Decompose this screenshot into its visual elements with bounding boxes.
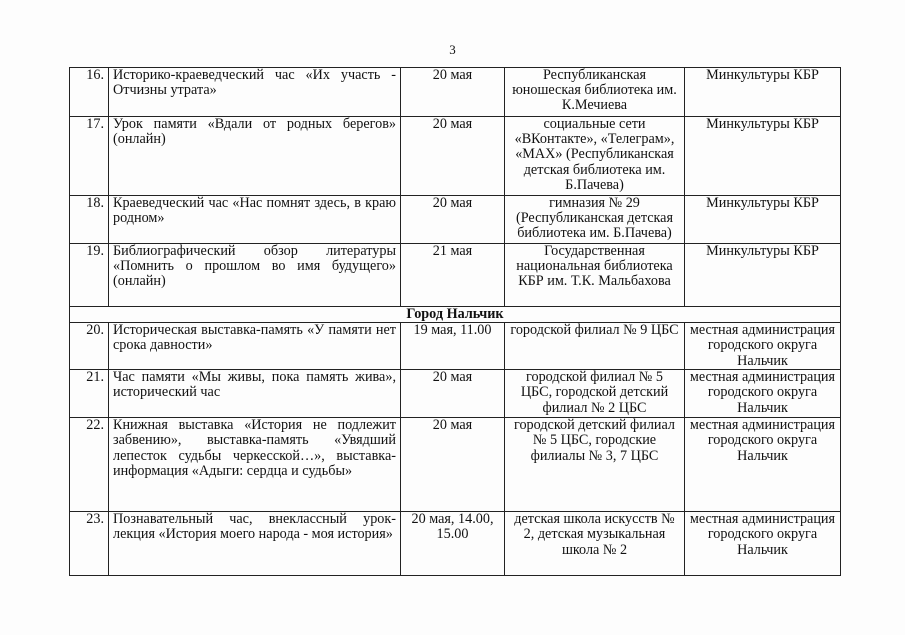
event-place: гимназия № 29 (Республиканская детская библиотека им. Б.Пачева): [505, 196, 685, 244]
event-name: Урок памяти «Вдали от родных берегов» (онлайн): [109, 117, 401, 196]
event-organizer: Минкультуры КБР: [685, 244, 841, 307]
row-number: 19.: [70, 244, 109, 307]
event-name: Историческая выставка-память «У памяти нет срока давности»: [109, 323, 401, 370]
event-organizer: Минкультуры КБР: [685, 196, 841, 244]
row-number: 22.: [70, 418, 109, 512]
event-place: Государственная национальная библиотека КБР им. Т.К. Мальбахова: [505, 244, 685, 307]
table-row: [70, 370, 841, 418]
event-date: 20 мая: [401, 68, 505, 117]
event-name: Книжная выставка «История не подлежит забвению», выставка-память «Увядший лепесток судьбы черкесской…», выставка-информация «Адыги: сердца и судьбы»: [109, 418, 401, 512]
section-title: Город Нальчик: [70, 307, 841, 323]
table-row: [70, 68, 841, 117]
table-row: [70, 117, 841, 196]
event-name: Краеведческий час «Нас помнят здесь, в краю родном»: [109, 196, 401, 244]
event-organizer: местная администрация городского округа Нальчик: [685, 512, 841, 576]
row-number: 18.: [70, 196, 109, 244]
event-organizer: местная администрация городского округа Нальчик: [685, 370, 841, 418]
row-number: 23.: [70, 512, 109, 576]
event-place: социальные сети «ВКонтакте», «Телеграм», «MAX» (Республиканская детская библиотека им. Б.Пачева): [505, 117, 685, 196]
event-place: городской детский филиал № 5 ЦБС, городские филиалы № 3, 7 ЦБС: [505, 418, 685, 512]
event-organizer: местная администрация городского округа Нальчик: [685, 418, 841, 512]
event-date: 21 мая: [401, 244, 505, 307]
event-name: Историко-краеведческий час «Их участь - Отчизны утрата»: [109, 68, 401, 117]
row-number: 16.: [70, 68, 109, 117]
event-place: Республиканская юношеская библиотека им. К.Мечиева: [505, 68, 685, 117]
row-number: 17.: [70, 117, 109, 196]
event-date: 20 мая: [401, 418, 505, 512]
page-number: 3: [449, 42, 456, 57]
table-row: [70, 418, 841, 512]
event-name: Познавательный час, внеклассный урок-лекция «История моего народа - моя история»: [109, 512, 401, 576]
event-place: городской филиал № 5 ЦБС, городской детский филиал № 2 ЦБС: [505, 370, 685, 418]
event-name: Библиографический обзор литературы «Помнить о прошлом во имя будущего» (онлайн): [109, 244, 401, 307]
event-organizer: Минкультуры КБР: [685, 68, 841, 117]
event-date: 20 мая, 14.00, 15.00: [401, 512, 505, 576]
row-number: 20.: [70, 323, 109, 370]
event-name: Час памяти «Мы живы, пока память жива», исторический час: [109, 370, 401, 418]
event-place: детская школа искусств № 2, детская музыкальная школа № 2: [505, 512, 685, 576]
event-organizer: Минкультуры КБР: [685, 117, 841, 196]
event-place: городской филиал № 9 ЦБС: [505, 323, 685, 370]
events-table: [69, 67, 841, 576]
table-row: [70, 512, 841, 576]
table-row: [70, 196, 841, 244]
table-row: [70, 323, 841, 370]
event-date: 20 мая: [401, 370, 505, 418]
section-row: [70, 307, 841, 323]
table-row: [70, 244, 841, 307]
row-number: 21.: [70, 370, 109, 418]
event-date: 20 мая: [401, 117, 505, 196]
event-date: 19 мая, 11.00: [401, 323, 505, 370]
event-organizer: местная администрация городского округа Нальчик: [685, 323, 841, 370]
event-date: 20 мая: [401, 196, 505, 244]
